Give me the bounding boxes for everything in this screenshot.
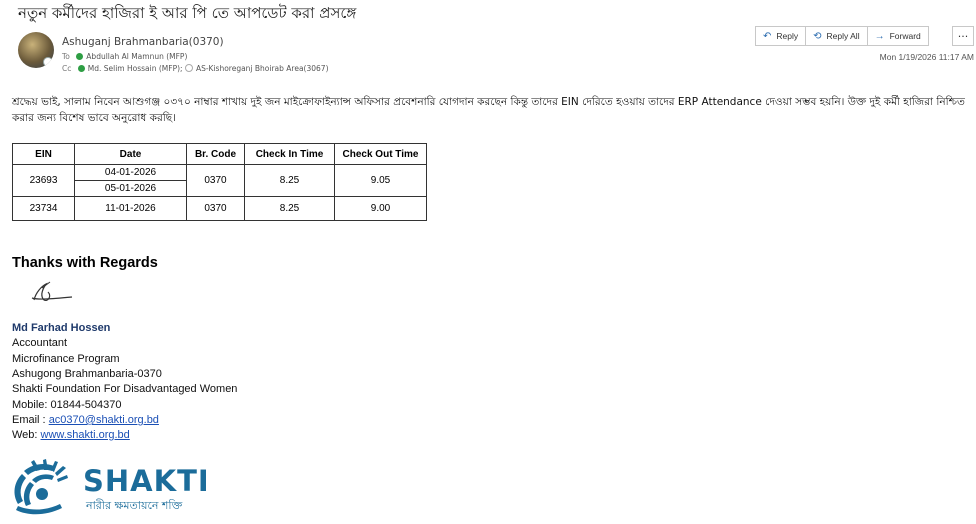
more-actions-button[interactable]	[952, 26, 974, 46]
reply-all-label: Reply All	[826, 31, 860, 41]
sender-avatar[interactable]	[18, 32, 54, 68]
signature-web-line	[12, 429, 130, 441]
header-date: Date	[75, 144, 187, 165]
sender-name[interactable]: Ashuganj Brahmanbaria(0370)	[62, 36, 224, 48]
header-ein: EIN	[13, 144, 75, 165]
to-row	[62, 52, 187, 61]
cell-br-code: 0370	[187, 165, 245, 197]
cell-date: 04-01-2026	[104, 167, 157, 178]
cell-ein: 23734	[13, 197, 75, 221]
email-label: Email :	[12, 414, 49, 426]
signature-program: Microfinance Program	[12, 353, 120, 365]
logo-wordmark: SHAKTI	[83, 464, 210, 498]
cc-recipient[interactable]: AS-Kishoreganj Bhoirab Area(3067)	[195, 64, 329, 73]
to-recipient[interactable]: Abdullah Al Mamnun (MFP)	[86, 52, 188, 61]
cc-label: Cc	[62, 64, 72, 73]
cc-row	[62, 64, 329, 73]
more-icon: ···	[957, 29, 969, 43]
signature-email-line	[12, 414, 159, 426]
signature-name: Md Farhad Hossen	[12, 322, 111, 334]
handwritten-signature	[28, 278, 76, 308]
reply-button[interactable]	[755, 26, 806, 46]
presence-icon	[43, 57, 53, 67]
forward-button[interactable]	[868, 26, 929, 46]
table-row	[13, 165, 427, 197]
cell-check-in: 8.25	[245, 165, 335, 197]
logo-tagline: নারীর ক্ষমতায়নে শক্তি	[86, 499, 183, 512]
cell-br-code: 0370	[187, 197, 245, 221]
cell-check-out: 9.05	[335, 165, 427, 197]
email-subject: নতুন কর্মীদের হাজিরা ই আর পি তে আপডেট করা প্রসঙ্গে	[18, 4, 357, 22]
header-check-out: Check Out Time	[335, 144, 427, 165]
offline-status-icon	[185, 64, 193, 72]
online-status-icon	[76, 53, 83, 60]
signature-branch: Ashugong Brahmanbaria-0370	[12, 368, 162, 380]
message-actions	[755, 26, 929, 46]
header-check-in: Check In Time	[245, 144, 335, 165]
to-label: To	[62, 52, 70, 61]
cc-recipient[interactable]: Md. Selim Hossain (MFP);	[87, 64, 183, 73]
sent-date: Mon 1/19/2026 11:17 AM	[879, 52, 974, 62]
web-label: Web:	[12, 429, 41, 441]
cell-date: 05-01-2026	[75, 180, 186, 196]
table-header-row	[13, 144, 427, 165]
signature-org: Shakti Foundation For Disadvantaged Women	[12, 383, 238, 395]
email-link[interactable]: ac0370@shakti.org.bd	[48, 414, 159, 426]
cell-ein: 23693	[13, 165, 75, 197]
web-link[interactable]: www.shakti.org.bd	[40, 429, 130, 441]
attendance-table	[12, 143, 427, 221]
cell-check-out: 9.00	[335, 197, 427, 221]
cell-date: 11-01-2026	[75, 197, 187, 221]
forward-arrow-icon: →	[874, 30, 885, 42]
email-body: শ্রদ্ধেয় ভাই, সালাম নিবেন আশুগঞ্জ ০৩৭০ নাম্বার শাখায় দুই জন মাইক্রোফাইন্যান্স অফিসার প্রবেশনারি যোগদান করছেন কিন্তু তাদের EIN দেরিতে হওয়ায় তাদের ERP Attendance দেওয়া সম্ভব হয়নি। উক্ত দুই কর্মী হাজিরা নিশ্চিত করার জন্য বিশেষ ভাবে অনুরোধ করছি।	[12, 96, 965, 124]
reply-label: Reply	[776, 31, 799, 41]
closing-line: Thanks with Regards	[12, 255, 158, 271]
reply-all-icon: ⟲	[813, 30, 822, 42]
cell-dates	[75, 165, 187, 197]
header-br-code: Br. Code	[187, 144, 245, 165]
signature-title: Accountant	[12, 337, 68, 349]
online-status-icon	[78, 65, 85, 72]
forward-label: Forward	[889, 31, 921, 41]
reply-all-button[interactable]	[806, 26, 867, 46]
cell-check-in: 8.25	[245, 197, 335, 221]
reply-arrow-icon: ↶	[763, 30, 772, 42]
signature-mobile: Mobile: 01844-504370	[12, 399, 122, 411]
table-row	[13, 197, 427, 221]
